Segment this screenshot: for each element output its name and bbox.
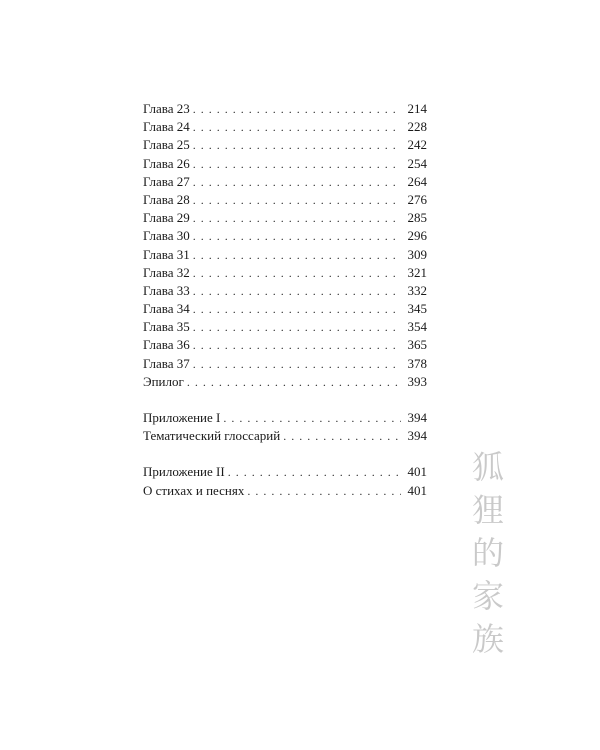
toc-entry: [143, 136, 427, 154]
toc-entry: [143, 336, 427, 354]
dot-leader: [190, 209, 401, 227]
dot-leader: [190, 336, 401, 354]
toc-entry: [143, 264, 427, 282]
dot-leader: [190, 155, 401, 173]
toc-entry: [143, 209, 427, 227]
toc-entry-page-number: 242: [407, 137, 427, 153]
toc-entry-title: Глава 30: [143, 228, 190, 244]
toc-entry-page-number: 401: [407, 482, 427, 498]
toc-entry: [143, 300, 427, 318]
toc-entry-page-number: 401: [407, 464, 427, 480]
vertical-title-character: 的: [471, 534, 504, 572]
toc-entry: [143, 318, 427, 336]
dot-leader: [220, 409, 401, 427]
toc-entry-title: Глава 36: [143, 337, 190, 353]
vertical-title-character: 家: [471, 577, 504, 615]
dot-leader: [190, 355, 401, 373]
toc-entry-page-number: 285: [407, 210, 427, 226]
toc-entry-title: Приложение I: [143, 410, 221, 425]
toc-entry: [143, 482, 427, 500]
toc-entry-page-number: 296: [407, 228, 427, 244]
table-of-contents: [143, 100, 427, 500]
toc-entry-page-number: 264: [407, 173, 427, 189]
dot-leader: [190, 100, 401, 118]
toc-entry: [143, 173, 427, 191]
toc-entry-page-number: 394: [407, 410, 427, 425]
toc-entry-title: Глава 31: [143, 246, 190, 262]
toc-entry-title: Глава 25: [143, 137, 190, 153]
toc-entry-title: Глава 28: [143, 191, 190, 207]
dot-leader: [190, 136, 401, 154]
toc-entry-page-number: 393: [407, 373, 427, 389]
toc-entry: [143, 282, 427, 300]
toc-entry-title: Приложение II: [143, 464, 225, 480]
dot-leader: [225, 463, 401, 481]
dot-leader: [190, 173, 401, 191]
toc-entry: [143, 427, 427, 445]
toc-entry-page-number: 254: [407, 155, 427, 171]
toc-entry: [143, 227, 427, 245]
vertical-title-character: 狐: [471, 448, 504, 486]
toc-entry-page-number: 309: [407, 246, 427, 262]
dot-leader: [190, 191, 401, 209]
toc-entry-title: Глава 35: [143, 319, 190, 335]
toc-entry-title: Глава 24: [143, 119, 190, 135]
vertical-title-character: 族: [471, 620, 504, 658]
dot-leader: [244, 482, 401, 500]
toc-entry: [143, 463, 427, 481]
toc-entry-title: Глава 23: [143, 101, 190, 116]
toc-entry-title: Эпилог: [143, 373, 184, 389]
toc-entry: [143, 373, 427, 391]
toc-entry-title: Глава 34: [143, 301, 190, 317]
toc-entry: [143, 191, 427, 209]
dot-leader: [190, 282, 401, 300]
toc-entry-title: Глава 26: [143, 155, 190, 171]
toc-entry-title: Тематический глоссарий: [143, 428, 281, 444]
toc-entry-page-number: 228: [407, 119, 427, 135]
dot-leader: [190, 264, 401, 282]
dot-leader: [190, 227, 401, 245]
dot-leader: [190, 318, 401, 336]
toc-entry-page-number: 394: [407, 428, 427, 444]
toc-entry: [143, 100, 427, 118]
toc-entry-page-number: 365: [407, 337, 427, 353]
dot-leader: [280, 427, 401, 445]
toc-entry-page-number: 378: [407, 355, 427, 371]
toc-entry: [143, 246, 427, 264]
toc-section: [143, 409, 427, 445]
dot-leader: [190, 300, 401, 318]
toc-entry: [143, 118, 427, 136]
dot-leader: [190, 246, 401, 264]
dot-leader: [184, 373, 401, 391]
toc-entry-title: Глава 33: [143, 282, 190, 298]
toc-entry-page-number: 354: [407, 319, 427, 335]
dot-leader: [190, 118, 401, 136]
toc-section: [143, 100, 427, 391]
toc-entry: [143, 355, 427, 373]
vertical-title-character: 狸: [471, 491, 504, 529]
toc-entry-page-number: 321: [407, 264, 427, 280]
toc-entry-page-number: 332: [407, 282, 427, 298]
toc-entry: [143, 155, 427, 173]
toc-section: [143, 463, 427, 499]
toc-entry-page-number: 214: [407, 101, 427, 116]
vertical-book-title: [463, 446, 513, 661]
toc-entry-page-number: 345: [407, 301, 427, 317]
toc-entry-title: О стихах и песнях: [143, 482, 245, 498]
toc-entry-title: Глава 37: [143, 355, 190, 371]
toc-entry-title: Глава 27: [143, 173, 190, 189]
toc-entry-page-number: 276: [407, 191, 427, 207]
toc-entry-title: Глава 29: [143, 210, 190, 226]
toc-entry-title: Глава 32: [143, 264, 190, 280]
toc-entry: [143, 409, 427, 427]
